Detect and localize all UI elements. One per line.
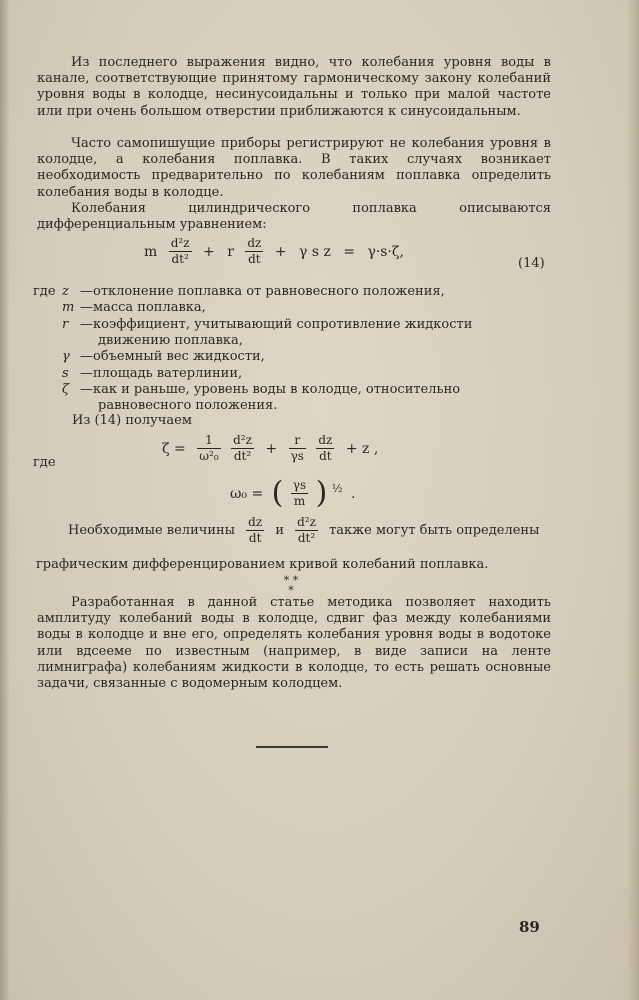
where-label-2: где <box>33 455 56 470</box>
definition-text: движению поплавка, <box>98 333 243 348</box>
definition-item <box>98 333 243 349</box>
left-paren: ( <box>271 475 284 511</box>
paragraph-3: Колебания цилиндрического поплавка описываются дифференциальным уравнением: <box>37 201 551 233</box>
definition-item <box>62 366 242 382</box>
definition-symbol: m <box>62 300 75 315</box>
fraction-dz-dt-b: $\frac{dz}{dt}$ <box>318 433 333 463</box>
equation-number: (14) <box>518 256 545 271</box>
page-number: 89 <box>519 918 540 936</box>
definition-text: —коэффициент, учитывающий сопротивление жидкости <box>80 317 473 332</box>
equation-zeta: ζ = $\frac{1}{\text{ω²₀}}$ $\frac{\text{d²z}}{\text{dt²}}$ + $\frac{r}{\gamma s}$ $\frac{dz}{dt}$ + z , <box>162 433 379 463</box>
section-stars: * * * <box>283 574 299 597</box>
left-edge-shadow <box>0 0 10 1000</box>
paragraph-final: Разработанная в данной статье методика позволяет находить амплитуду колебаний воды в колодце, сдвиг фаз между колебаниями воды в колодце и вне его, определять колебания уровня воды в водотоке или вдсееме по известным (например, в виде записи на ленте лимниграфа) колебаниям жидкости в колодце, то есть решать основные задачи, связанные с водомерным колодцем. <box>37 595 551 692</box>
definition-symbol: z <box>62 284 69 299</box>
definition-text: —отклонение поплавка от равновесного положения, <box>80 284 445 299</box>
equation-omega: ω₀ = ( $\frac{\gamma s}{m}$ ) $^{\frac{1}{2}}$ . <box>230 475 356 511</box>
necessary-line: Необходимые величины $\frac{dz}{dt}$ и $\frac{\text{d²z}}{\text{dt²}}$ также могут быть определены <box>68 515 540 545</box>
definition-item <box>62 382 460 398</box>
from-14-text: Из (14) получаем <box>72 413 192 428</box>
fraction-1-w0sq: $\frac{1}{\text{ω²₀}}$ <box>199 433 219 463</box>
paragraph-1: Из последнего выражения видно, что колебания уровня воды в канале, соответствующие принятому гармоническому закону колебаний уровня воды в колодце, несинусоидальны и только при малой частоте или при очень большом отверстии приближаются к синусоидальным. <box>37 55 551 119</box>
definition-symbol: r <box>62 317 69 332</box>
necessary-line-2: графическим дифференцированием кривой колебаний поплавка. <box>36 557 489 572</box>
fraction-d2z-dt2-c: $\frac{\text{d²z}}{\text{dt²}}$ <box>297 515 316 545</box>
where-label: где <box>33 284 56 299</box>
fraction-dz-dt-c: $\frac{dz}{dt}$ <box>248 515 263 545</box>
equation-14: m $\frac{\text{d²z}}{\text{dt²}}$ + r $\frac{dz}{dt}$ + γ s z = γ·s·ζ, <box>144 236 404 266</box>
fraction-d2z-dt2-b: $\frac{\text{d²z}}{\text{dt²}}$ <box>233 433 252 463</box>
definition-symbol: γ <box>62 349 70 364</box>
definition-text: —площадь ватерлинии, <box>80 366 243 381</box>
definition-text: —объемный вес жидкости, <box>80 349 265 364</box>
definition-text: —как и раньше, уровень воды в колодце, относительно <box>80 382 461 397</box>
fraction-dz-dt: $\frac{dz}{dt}$ <box>247 236 262 266</box>
definition-symbol: s <box>62 366 69 381</box>
right-paren: ) <box>315 475 328 511</box>
definition-item <box>98 398 277 414</box>
right-edge-shadow <box>627 0 639 1000</box>
fraction-d2z-dt2: $\frac{\text{d²z}}{\text{dt²}}$ <box>170 236 190 266</box>
definition-symbol: ζ <box>62 382 70 397</box>
end-divider <box>256 746 328 748</box>
definition-item <box>62 300 206 316</box>
definition-text: —масса поплавка, <box>80 300 206 315</box>
fraction-r-gs: $\frac{r}{\gamma s}$ <box>290 433 304 463</box>
definition-item <box>62 349 265 365</box>
definition-item <box>62 317 472 333</box>
paragraph-2: Часто самопишущие приборы регистрируют не колебания уровня в колодце, а колебания поплавка. В таких случаях возникает необходимость предварительно по колебаниям поплавка определить колебания воды в колодце. <box>37 136 551 200</box>
fraction-gs-m: $\frac{\gamma s}{m}$ <box>292 478 307 508</box>
definition-text: равновесного положения. <box>98 398 278 413</box>
definition-item <box>62 284 445 300</box>
